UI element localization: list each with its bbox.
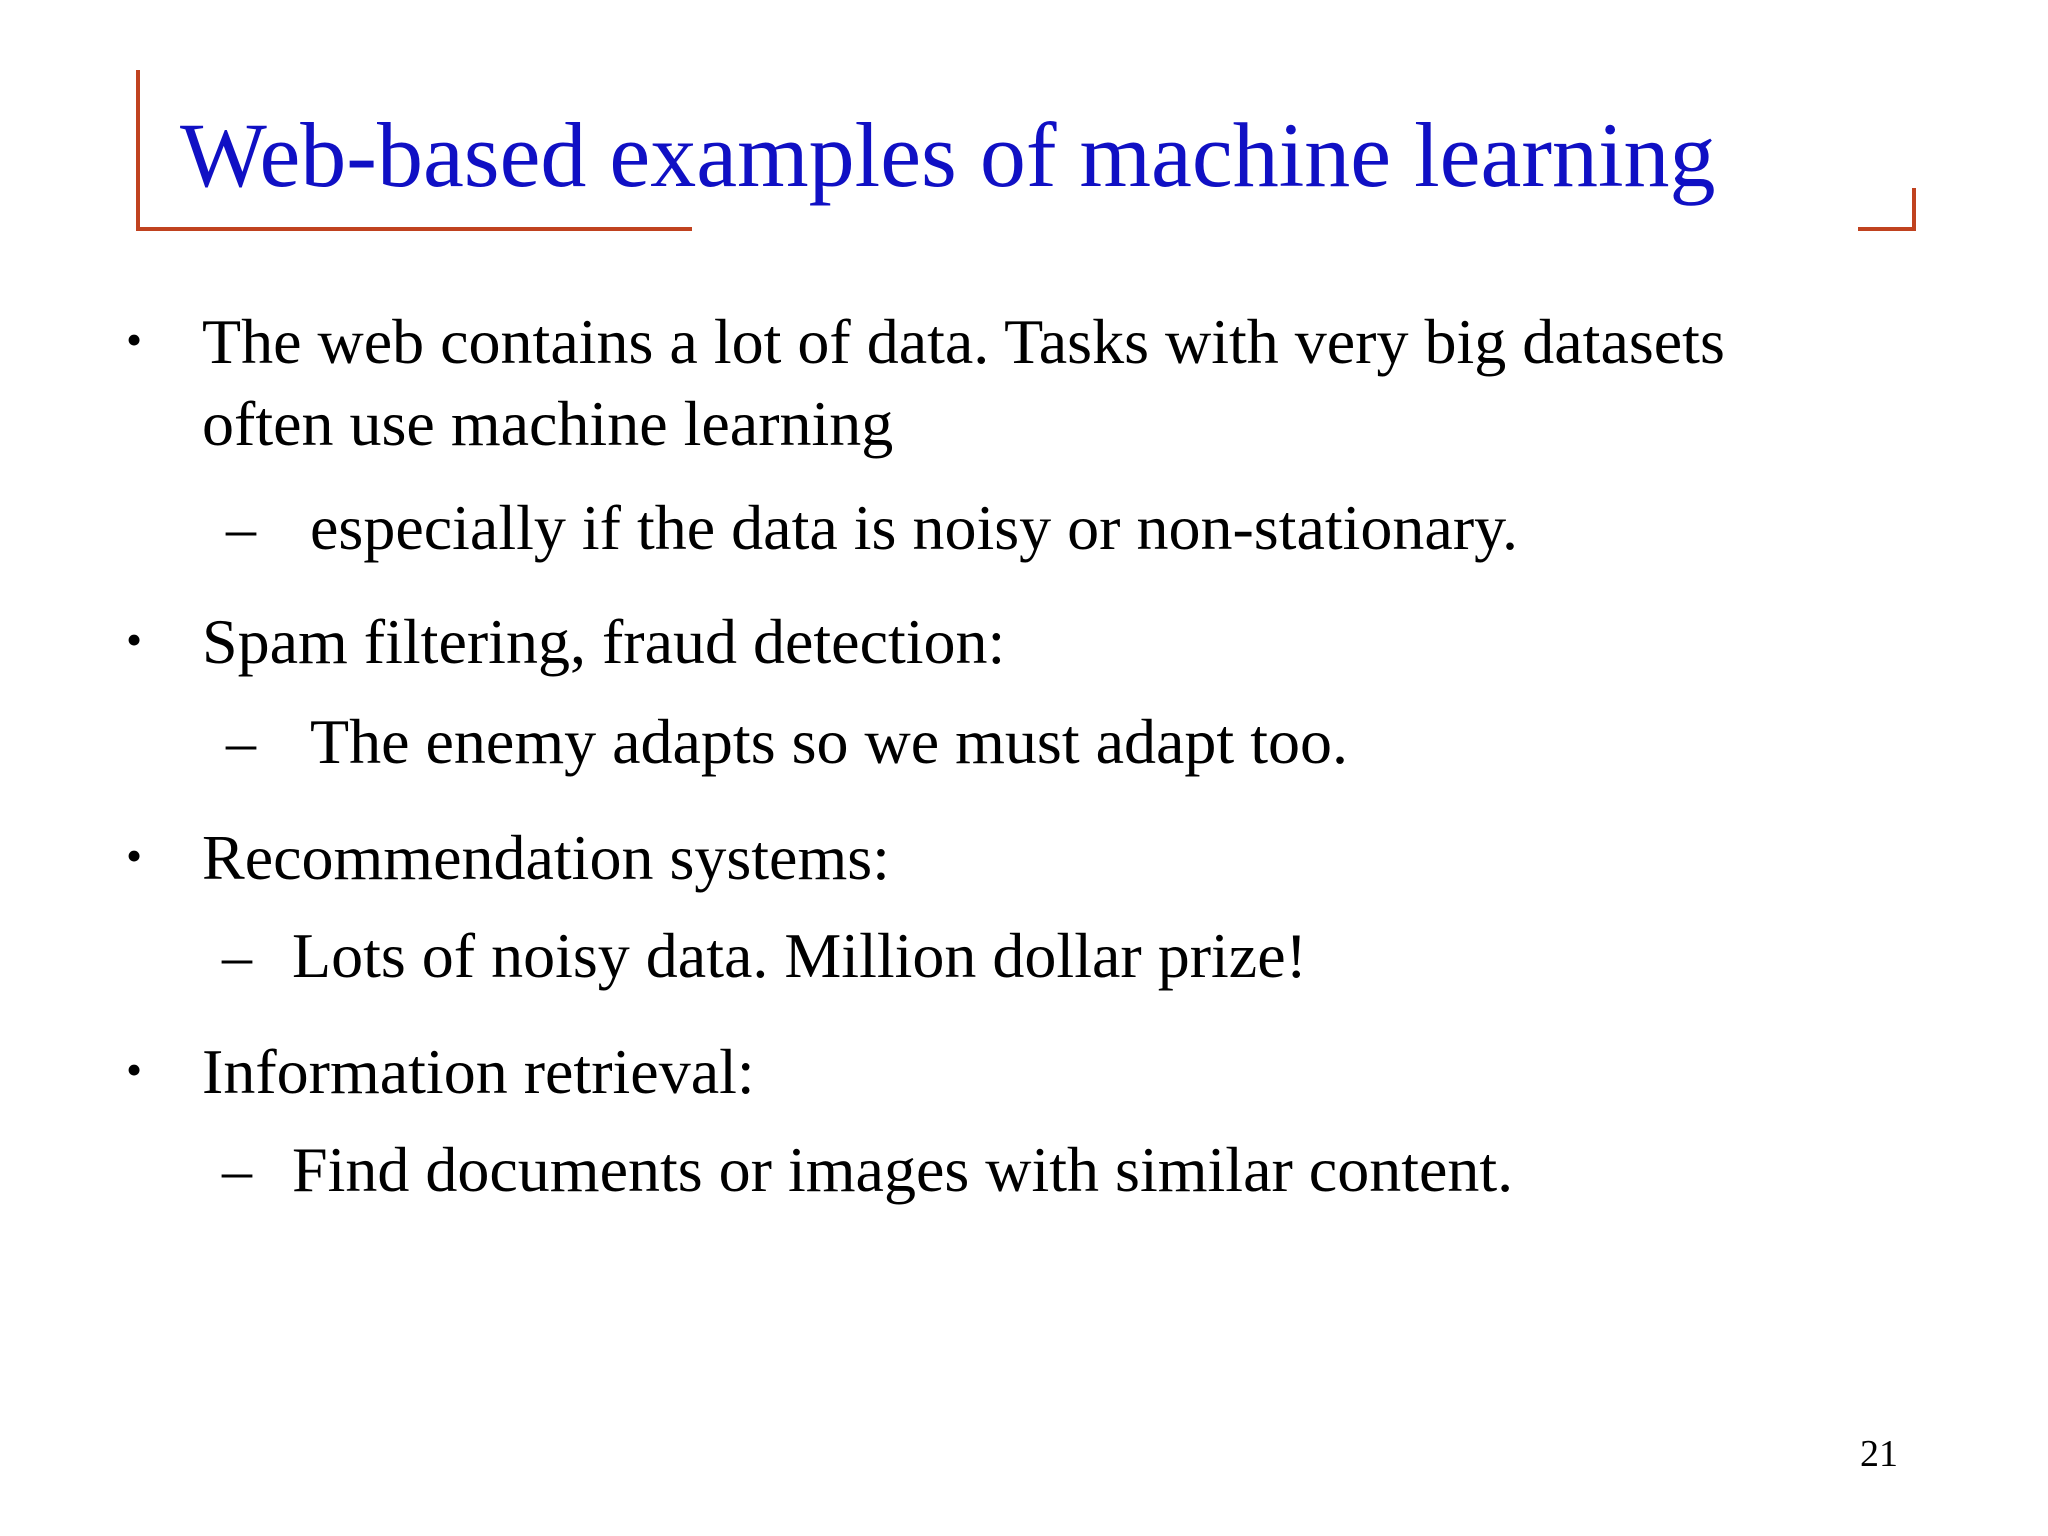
bullet-1-line-1: The web contains a lot of data. Tasks with very big datasets xyxy=(202,306,1725,377)
title-frame-corner-horizontal xyxy=(1858,227,1916,231)
bullet-point-icon: • xyxy=(126,614,143,665)
page-number: 21 xyxy=(1860,1433,1898,1475)
bullet-3-sub: Lots of noisy data. Million dollar prize! xyxy=(292,920,1307,991)
bullet-3-line-1: Recommendation systems: xyxy=(202,822,890,893)
title-frame-left-rule xyxy=(136,70,140,230)
slide-title: Web-based examples of machine learning xyxy=(180,104,1716,206)
bullet-1-sub: especially if the data is noisy or non-stationary. xyxy=(310,492,1518,563)
title-frame-corner-vertical xyxy=(1912,188,1916,231)
sub-bullet-dash-icon: – xyxy=(222,1137,252,1203)
sub-bullet-dash-icon: – xyxy=(226,709,256,775)
bullet-1-line-2: often use machine learning xyxy=(202,388,894,459)
bullet-point-icon: • xyxy=(126,314,143,365)
bullet-4-line-1: Information retrieval: xyxy=(202,1036,755,1107)
bullet-point-icon: • xyxy=(126,1044,143,1095)
bullet-2-line-1: Spam filtering, fraud detection: xyxy=(202,606,1006,677)
bullet-4-sub: Find documents or images with similar content. xyxy=(292,1134,1514,1205)
bullet-2-sub: The enemy adapts so we must adapt too. xyxy=(310,706,1348,777)
title-frame-bottom-rule xyxy=(136,227,692,231)
bullet-point-icon: • xyxy=(126,830,143,881)
sub-bullet-dash-icon: – xyxy=(226,495,256,561)
sub-bullet-dash-icon: – xyxy=(222,923,252,989)
